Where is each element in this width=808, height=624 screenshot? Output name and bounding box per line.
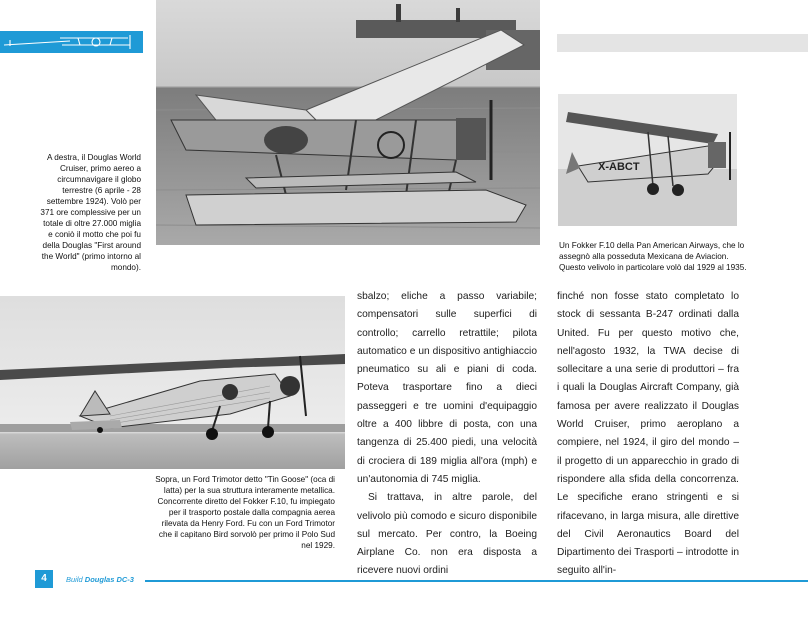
page-number: 4 [35, 570, 53, 588]
fokker-photo [558, 94, 737, 226]
fokker-caption: Un Fokker F.10 della Pan American Airways, che lo assegnò alla posseduta Mexicana de Aviacion. Questo velivolo in particolare volò dal 1929 al 1935. [559, 241, 747, 272]
ford-trimotor-caption: Sopra, un Ford Trimotor detto "Tin Goose" (oca di latta) per la sua struttura interamente metallica. Concorrente diretto del Fokker F.10, fu impiegato per il trasporto postale dalla compagnia aerea rilevata da Henry Ford. Fu con un Ford Trimotor che il capitano Bird sorvolò per primo il Polo Sud nel 1929. [155, 475, 335, 550]
section-tab [0, 31, 143, 53]
biplane-emblem-icon [0, 31, 143, 53]
body-paragraph: sbalzo; eliche a passo variabile; compensatori sulle superfici di controllo; carrello retrattile; pilota automatico e un dispositivo antighiaccio pneumatico su ali e piani di coda. Poteva trasportare fino a dieci passeggeri e tre uomini d'equipaggio oltre a 400 libbre di posta, con una tangenza di 25.400 piedi, una velocità di crociera di 189 miglia all'ora (mph) e un'autonomia di 745 miglia. [357, 291, 537, 485]
ford-trimotor-photo [0, 296, 345, 469]
footer-rule [145, 580, 808, 582]
footer-title [66, 575, 134, 584]
world-cruiser-photo [156, 0, 540, 245]
footer-series: Build [66, 575, 83, 584]
world-cruiser-caption: A destra, il Douglas World Cruiser, primo aereo a circumnavigare il globo terrestre (6 aprile - 28 settembre 1924). Volò per 371 ore complessive per un totale di oltre 27.000 miglia e coniò il motto che poi fu della Douglas "First around the World" (primo intorno al mondo). [40, 153, 141, 272]
body-paragraph: finché non fosse stato completato lo stock di sessanta B-247 ordinati dalla United. Fu per questo motivo che, nell'agosto 1932, la TWA decise di sollecitare a una serie di produttori – fra i quali la Douglas Aircraft Company, già famosa per avere realizzato il Douglas World Cruiser, primo aeroplano a compiere, nel 1924, il giro del mondo – il progetto di un apparecchio in grado di rispondere alla sfida della concorrenza. Le specifiche erano stringenti e si rifacevano, in larga misura, alle direttive del Civil Aeronautics Board del Dipartimento dei Trasporti – introdotte in seguito all'in- [557, 291, 739, 577]
fokker-registration: X-ABCT [598, 161, 640, 173]
footer-book-title: Douglas DC-3 [84, 575, 134, 584]
body-paragraph: Si trattava, in altre parole, del velivolo più comodo e sicuro disponibile sul mercato. Per contro, la Boeing Airplane Co. non era disposta a ricevere nuovi ordini [357, 492, 537, 577]
body-column-1 [357, 288, 537, 581]
header-bar [557, 34, 808, 52]
body-column-2 [557, 288, 739, 581]
